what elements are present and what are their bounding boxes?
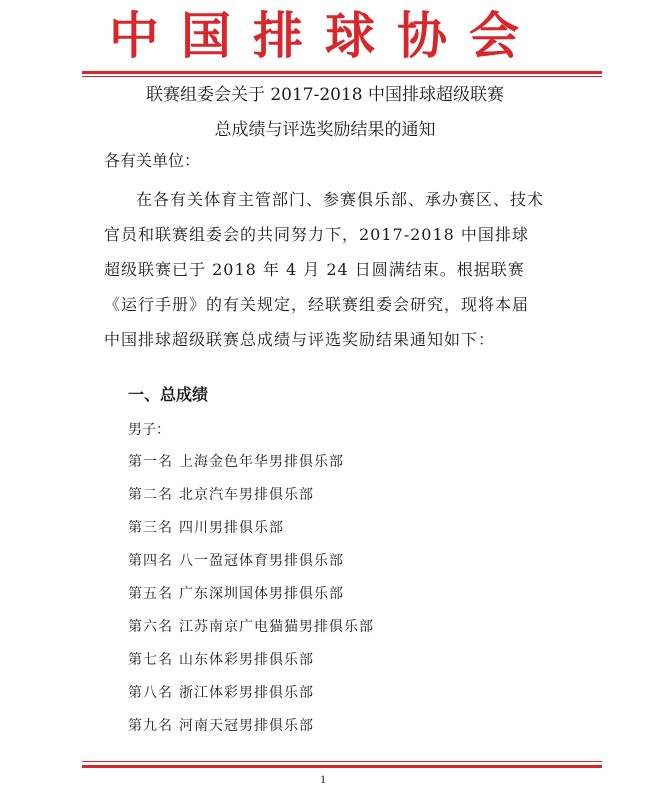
ranking-item bbox=[128, 650, 374, 683]
ranking-item bbox=[128, 452, 374, 485]
club-name: 山东体彩男排俱乐部 bbox=[179, 652, 314, 668]
salutation: 各有关单位： bbox=[104, 151, 201, 170]
club-name: 八一盈冠体育男排俱乐部 bbox=[179, 553, 344, 569]
ranking-item bbox=[128, 518, 374, 551]
notice-title-line-2: 总成绩与评选奖励结果的通知 bbox=[214, 120, 436, 140]
club-name: 浙江体彩男排俱乐部 bbox=[179, 685, 314, 701]
club-name: 四川男排俱乐部 bbox=[179, 520, 284, 536]
section-heading: 一、总成绩 bbox=[128, 385, 209, 404]
ranking-item bbox=[128, 551, 374, 584]
letterhead-title: 中国排球协会 bbox=[109, 6, 541, 65]
rank-label: 第一名 bbox=[128, 454, 173, 470]
club-name: 上海金色年华男排俱乐部 bbox=[179, 454, 344, 470]
rank-label: 第四名 bbox=[128, 553, 173, 569]
club-name: 北京汽车男排俱乐部 bbox=[179, 487, 314, 503]
page-number: 1 bbox=[320, 772, 326, 786]
club-name: 江苏南京广电猫猫男排俱乐部 bbox=[179, 619, 374, 635]
ranking-list bbox=[128, 452, 374, 749]
rank-label: 第二名 bbox=[128, 487, 173, 503]
group-label: 男子： bbox=[128, 422, 170, 438]
rank-label: 第九名 bbox=[128, 718, 173, 734]
footer-rule-thin bbox=[82, 761, 602, 762]
ranking-item bbox=[128, 584, 374, 617]
rank-label: 第八名 bbox=[128, 685, 173, 701]
rank-label: 第六名 bbox=[128, 619, 173, 635]
rank-label: 第七名 bbox=[128, 652, 173, 668]
footer-rule bbox=[82, 765, 602, 768]
notice-title-line-1: 联赛组委会关于 2017-2018 中国排球超级联赛 bbox=[145, 85, 505, 105]
club-name: 广东深圳国体男排俱乐部 bbox=[179, 586, 344, 602]
body-paragraph: 在各有关体育主管部门、参赛俱乐部、承办赛区、技术官员和联赛组委会的共同努力下，2017-2018 中国排球超级联赛已于 2018 年 4 月 24 日圆满结束。根据联赛《运行手册》的有关规定，经联赛组委会研究，现将本届中国排球超级联赛总成绩与评选奖励结果通知如下： bbox=[104, 190, 545, 349]
ranking-item bbox=[128, 617, 374, 650]
header-rule bbox=[82, 71, 602, 74]
header-rule-thin bbox=[82, 76, 602, 77]
rank-label: 第五名 bbox=[128, 586, 173, 602]
ranking-item bbox=[128, 683, 374, 716]
ranking-item bbox=[128, 485, 374, 518]
ranking-item bbox=[128, 716, 374, 749]
rank-label: 第三名 bbox=[128, 520, 173, 536]
club-name: 河南天冠男排俱乐部 bbox=[179, 718, 314, 734]
